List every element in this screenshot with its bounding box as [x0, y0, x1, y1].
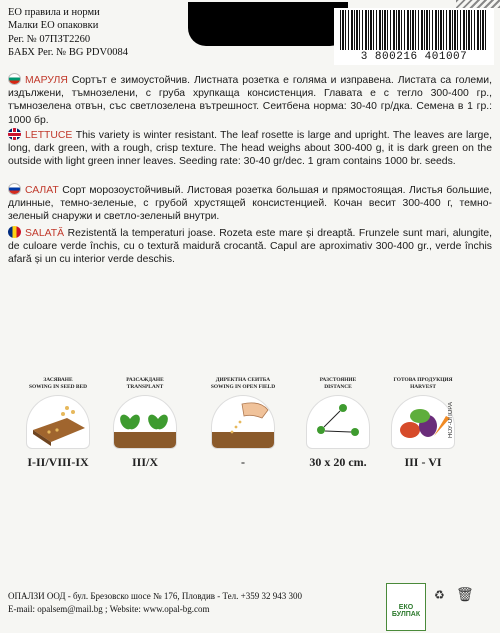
step-period: I-II/VIII-IX — [27, 455, 89, 469]
description-bg: Сортът е зимоустойчив. Листната розетка е голяма и изправена. Листата са големи, издължени, тъмнозелени, с груба хрупкаща консистенция. Главата е с тегло 300-400 гр., тъмнозелена отвън, със светлозелена вътрешност. Сеитбена норма: 30-40 гр/дка. Семена в 1 гр.: 1000 бр. — [8, 75, 493, 126]
section-romanian — [8, 226, 492, 267]
step-label: РАЗСТОЯНИЕ DISTANCE — [319, 377, 357, 390]
section-bulgarian — [8, 73, 492, 127]
description-ru: Сорт морозоустойчивый. Листовая розетка большая и прямостоящая. Листья большие, длинные, темно-зеленые, с грубой хрустящей консистенцией. Кочан весит 300-400 г, темно-зеленый снаружи и светло-зеленый внутри. — [8, 185, 492, 223]
step-period: - — [241, 455, 245, 469]
step-label: РАЗСАЖДАНЕ TRANSPLANT — [126, 377, 164, 390]
step-period: III - VI — [404, 455, 442, 469]
step-label: ГОТОВА ПРОДУКЦИЯ HARVEST — [393, 377, 453, 390]
seedlings-icon — [113, 395, 177, 449]
step-direct-sowing — [203, 377, 283, 470]
product-name-ro: SALATĂ — [25, 228, 65, 239]
step-sowing-seed-bed — [18, 377, 98, 470]
company-footer — [8, 590, 302, 616]
uk-flag-icon — [8, 128, 21, 140]
growing-steps — [8, 377, 492, 477]
product-name-ru: САЛАТ — [25, 185, 59, 196]
section-russian — [8, 183, 492, 224]
step-distance — [298, 377, 378, 470]
corner-pattern — [456, 0, 500, 8]
romania-flag-icon — [8, 226, 21, 238]
step-transplant — [105, 377, 185, 470]
step-period: 30 x 20 cm. — [309, 455, 367, 469]
company-address: ОПАЛЗИ ООД - бул. Брезовско шосе № 176, Пловдив - Тел. +359 32 943 300 — [8, 591, 302, 601]
header-line: БАБХ Рег. № BG PDV0084 — [8, 47, 129, 59]
recycle-icon: ♻ — [434, 588, 445, 602]
header-line: ЕО правила и норми — [8, 7, 100, 18]
barcode-bars — [340, 10, 488, 50]
trash-bin-icon — [456, 586, 474, 603]
vegetables-icon — [391, 395, 455, 449]
eco-bulpak-logo — [386, 583, 426, 631]
step-label: ДИРЕКТНА СЕИТБА SOWING IN OPEN FIELD — [210, 377, 276, 390]
hang-hole — [188, 2, 348, 46]
product-name-en: LETTUCE — [25, 130, 73, 141]
bulgaria-flag-icon — [8, 73, 21, 85]
hand-sowing-icon — [211, 395, 275, 449]
seed-tray-icon — [26, 395, 90, 449]
header-line: Малки ЕО опаковки — [8, 20, 99, 32]
product-name-bg: МАРУЛЯ — [25, 75, 68, 86]
company-contacts: E-mail: opalsem@mail.bg ; Website: www.opal-bg.com — [8, 604, 210, 614]
description-en: This variety is winter resistant. The leaf rosette is large and upright. The leaves are large, long, dark green, with a rough, crisp texture. The head weighs about 300-400 g, it is dark green on the outside with light green inner leaves. Seeding rate: 30-40 gr/dec. 1 gram contains 1000 br. seeds. — [8, 130, 492, 168]
barcode — [334, 8, 494, 65]
side-code: НОУ-ОПОРА — [448, 402, 454, 438]
barcode-number: 3 800216 401007 — [360, 51, 468, 63]
registration-info — [8, 6, 128, 60]
header-line: Рег. № 07ПЗТ2260 — [8, 33, 91, 45]
step-period: III/X — [131, 455, 158, 469]
step-label: ЗАСЯВАНЕ SOWING IN SEED BED — [29, 377, 87, 390]
description-ro: Rezistentă la temperaturi joase. Rozeta este mare și dreaptă. Frunzele sunt mari, alungite, de culoare verde închis, cu o textură maidură crocantă. Capul are aproximativ 300-400 gr., verde închis afară și un cu interior verde deschis. — [8, 228, 492, 266]
plant-spacing-icon — [306, 395, 370, 449]
russia-flag-icon — [8, 183, 21, 195]
eco-label: ЕКО БУЛПАК — [391, 604, 421, 618]
section-english — [8, 128, 492, 169]
